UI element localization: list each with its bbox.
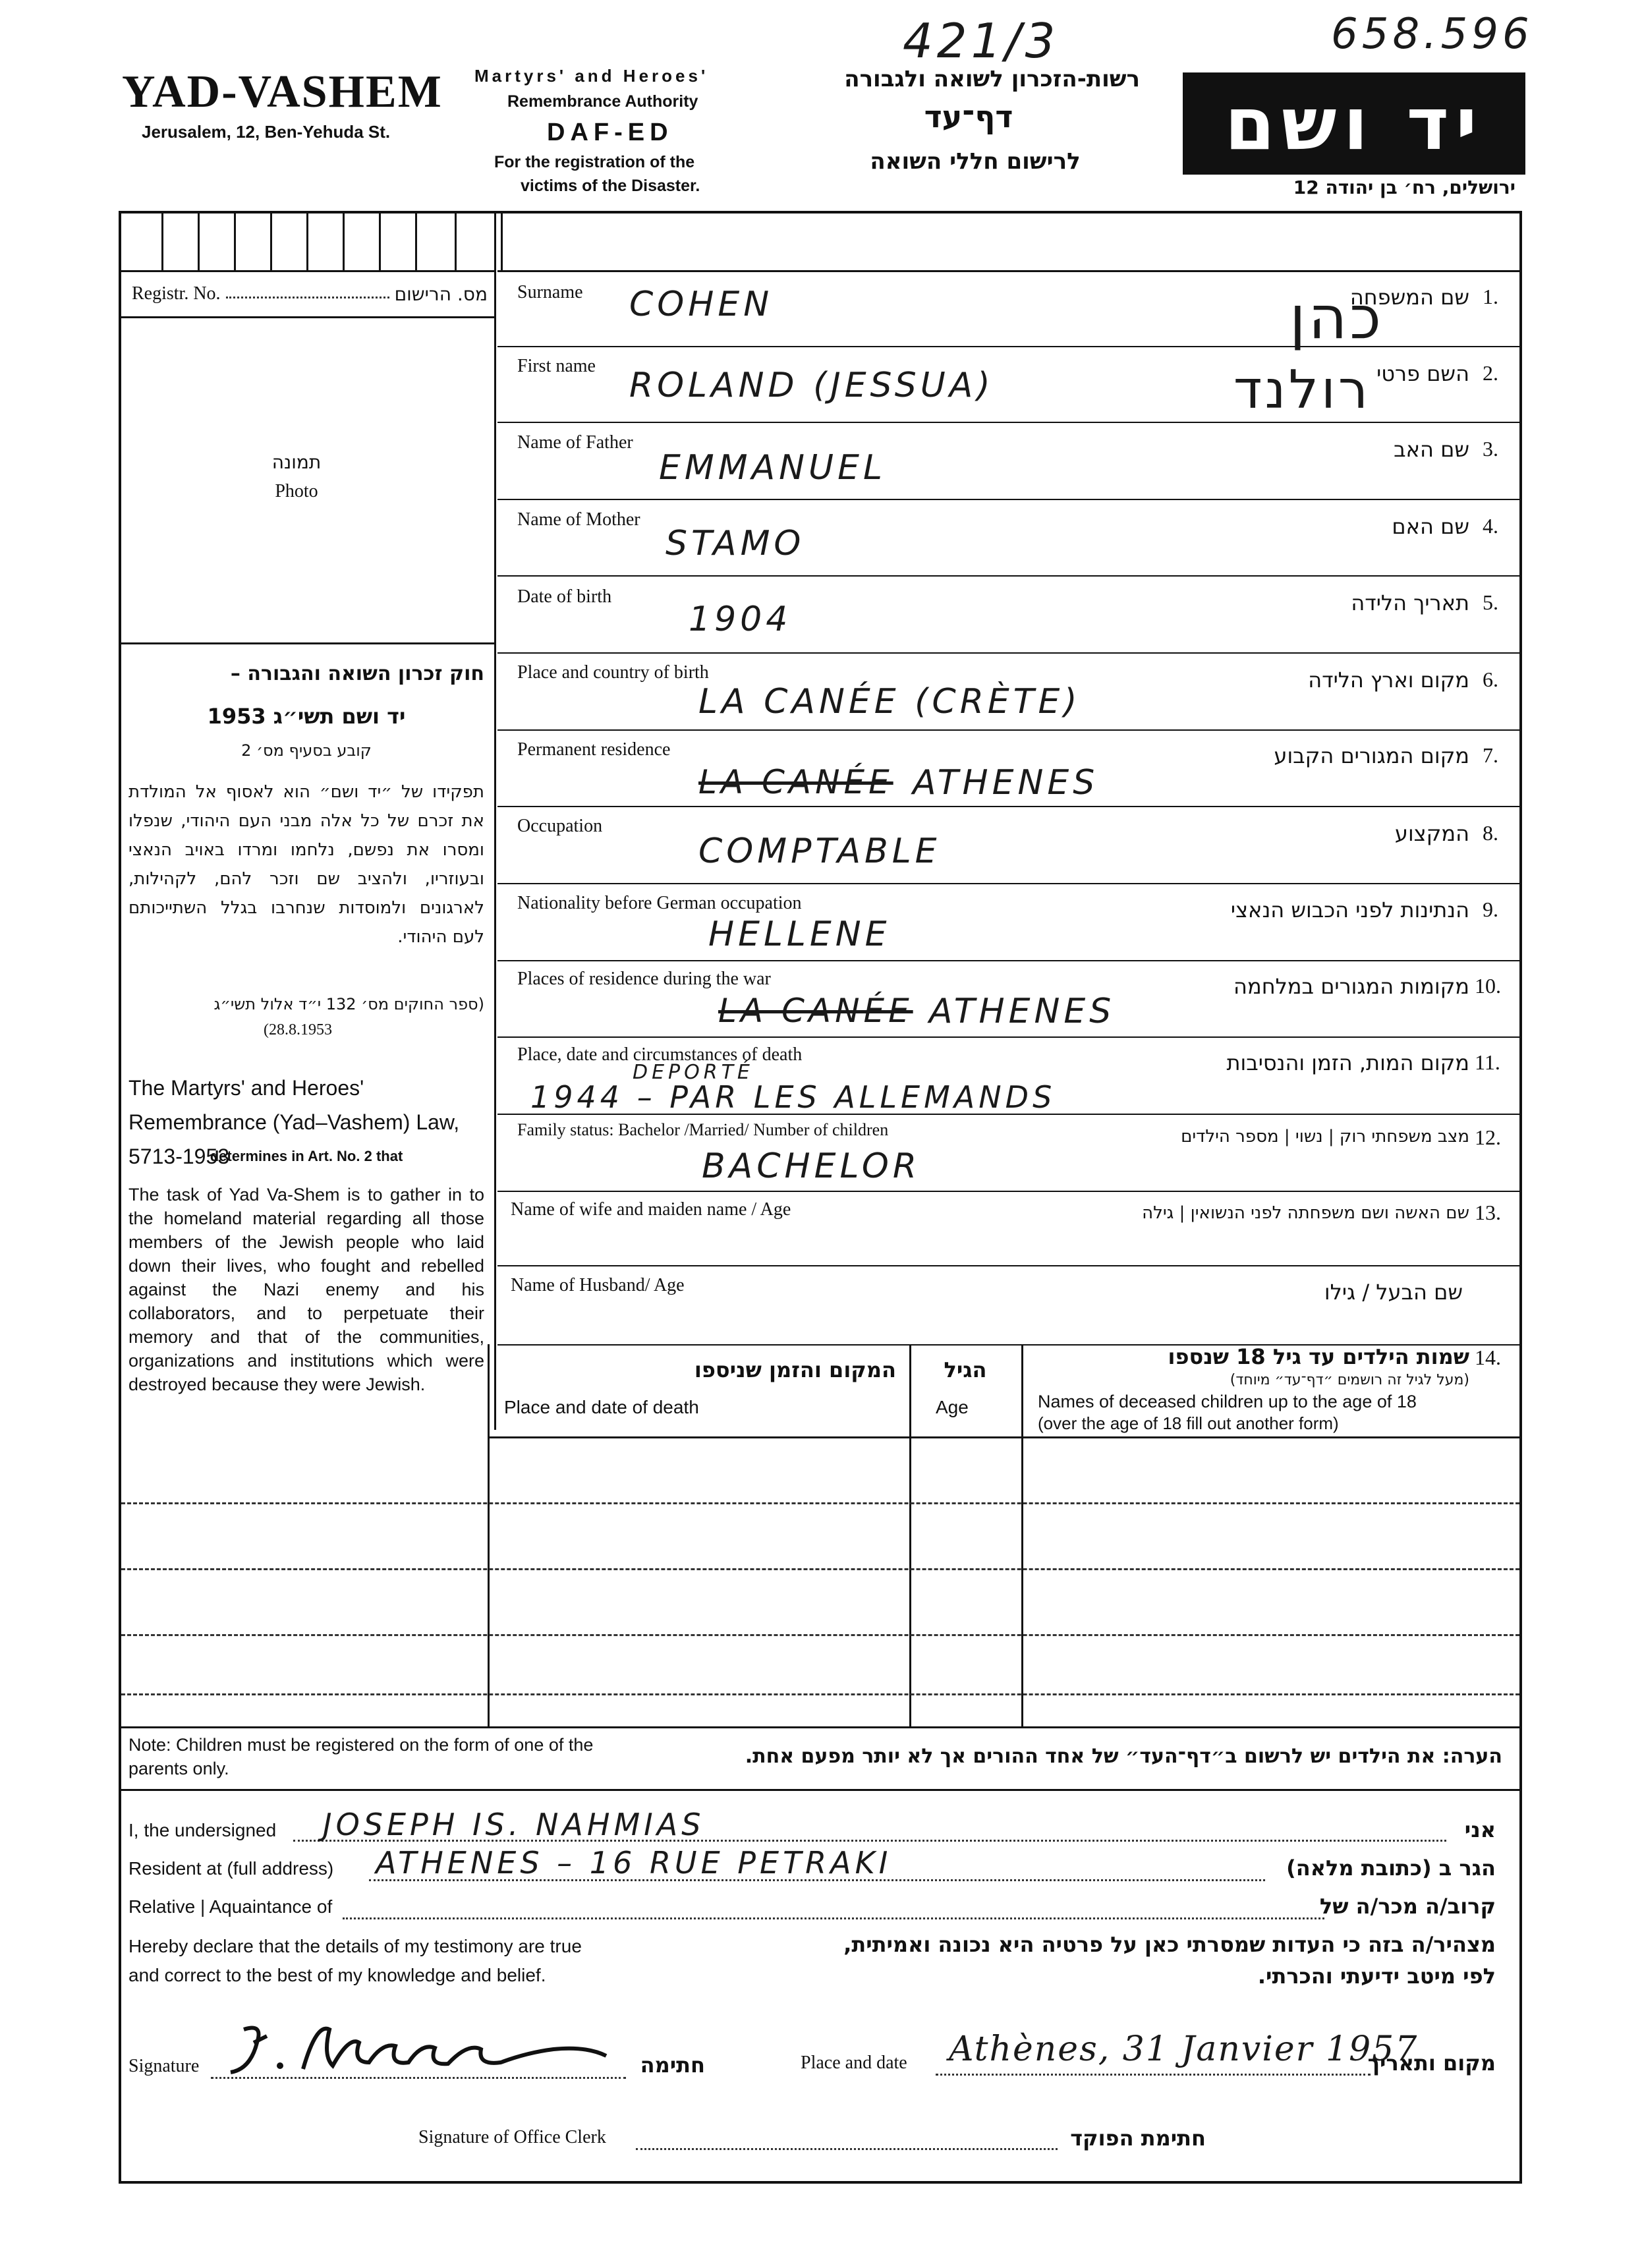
children-age-heb: הגיל: [944, 1357, 987, 1382]
law-heb-date: (28.8.1953: [264, 1021, 332, 1038]
photo-label: Photo: [275, 481, 318, 501]
children-row-divider: [121, 1502, 1519, 1504]
field-number-12: 12.: [1475, 1125, 1501, 1149]
undersigned-heb: אני: [1464, 1817, 1496, 1842]
field-number-10: 10.: [1475, 974, 1501, 998]
field-label-occupation-heb: המקצוע: [1394, 821, 1469, 846]
field-label-family-status-heb: מצב משפחתי רוק | נשוי | מספר הילדים: [1181, 1127, 1469, 1147]
signature-label: Signature: [128, 2056, 200, 2076]
field-label-wife: Name of wife and maiden name / Age: [511, 1199, 791, 1220]
children-age-en: Age: [936, 1397, 969, 1417]
address-en: Jerusalem, 12, Ben-Yehuda St.: [142, 122, 391, 142]
declare-en-2: and correct to the best of my knowledge and belief.: [128, 1965, 546, 1985]
field-label-nationality: Nationality before German occupation: [517, 893, 802, 913]
field-number-2: 2.: [1483, 361, 1498, 385]
place-date-label: Place and date: [801, 2053, 907, 2073]
field-number-7: 7.: [1483, 743, 1498, 767]
field-label-surname-heb: שם המשפחה: [1349, 285, 1469, 310]
field-number-11: 11.: [1475, 1050, 1500, 1074]
yad-vashem-logo: יד ושם: [1183, 72, 1525, 175]
heb-purpose: לרישום חללי השואה: [870, 148, 1081, 175]
signature-image: [217, 2016, 626, 2082]
field-label-father-heb: שם האב: [1394, 437, 1469, 462]
purpose-line1: For the registration of the: [494, 153, 695, 171]
field-label-occupation: Occupation: [517, 816, 603, 836]
field-value-first-name: ROLAND (JESSUA): [629, 366, 994, 405]
field-value-death: 1944 – PAR LES ALLEMANDS: [530, 1079, 1056, 1115]
field-label-first-name: First name: [517, 356, 596, 376]
signature-heb: חתימה: [640, 2053, 705, 2078]
field-value-surname-heb: כהן: [1289, 283, 1384, 353]
children-names-en-sub: (over the age of 18 fill out another form): [1038, 1413, 1339, 1433]
heb-authority: רשות-הזכרון לשואה ולגבורה: [844, 66, 1140, 92]
law-heb-article: קובע בסעיף מס׳ 2: [241, 741, 372, 760]
office-clerk-heb: חתימת הפוקד: [1070, 2126, 1206, 2151]
handwritten-file-number: 421/3: [903, 13, 1060, 69]
authority-line1: Martyrs' and Heroes': [474, 66, 709, 86]
field-number-8: 8.: [1483, 821, 1498, 845]
relative-label: Relative | Aquaintance of: [128, 1896, 333, 1917]
field-label-war-residence: Places of residence during the war: [517, 969, 771, 989]
field-label-mother: Name of Mother: [517, 509, 640, 530]
field-label-date-of-birth-heb: תאריך הלידה: [1351, 590, 1469, 615]
handwritten-archive-number: 658.596: [1331, 10, 1533, 59]
declare-heb-1: מצהיר/ה בזה כי העדות שמסרתי כאן על פרטיה היא נכונה ואמיתית,: [843, 1932, 1496, 1957]
children-names-en: Names of deceased children up to the age of 18: [1038, 1392, 1417, 1411]
photo-label-heb: תמונה: [271, 451, 322, 473]
field-label-father: Name of Father: [517, 432, 633, 453]
field-label-husband: Name of Husband/ Age: [511, 1275, 685, 1295]
children-names-heb-sub: (מעל לגיל זה רושמים ״דף־עד״ מיוחד): [1230, 1372, 1469, 1388]
field-label-mother-heb: שם האם: [1392, 514, 1469, 539]
children-row-divider: [121, 1693, 1519, 1695]
field-label-death-heb: מקום המות, הזמן והנסיבות: [1226, 1050, 1469, 1075]
field-number-13: 13.: [1475, 1201, 1501, 1224]
law-heb-title: חוק זכרון השואה והגבורה –: [230, 662, 484, 685]
field-number-4: 4.: [1483, 514, 1498, 538]
law-heb-body: תפקידו של ״יד ושם״ הוא לאסוף אל המולדת את זכרם של כל אלה מבני העם היהודי, שנפלו ומסרו את נפשם, נלחמו ומרדו באויב הנאצי ובעוזריו, ולהציב שם וזכר להם, לקהילות, לארגונים ולמוסדות שנחרבו בגלל השתייכותם לעם היהודי.: [128, 782, 484, 947]
field-value-surname: COHEN: [629, 285, 774, 324]
children-row-divider: [121, 1568, 1519, 1570]
field-value-war-residence: ATHENES: [929, 992, 1116, 1031]
office-clerk-label: Signature of Office Clerk: [418, 2127, 606, 2147]
field-label-husband-heb: שם הבעל / גילו: [1324, 1280, 1463, 1305]
children-place-en: Place and date of death: [504, 1397, 699, 1417]
law-en-determines: determines in Art. No. 2 that: [210, 1148, 403, 1164]
law-heb-year: יד ושם תשי״ג 1953: [207, 704, 406, 729]
note-en: Note: Children must be registered on the form of one of the parents only.: [128, 1735, 594, 1778]
law-heb-reference: (ספר החוקים מס׳ 132 י״ד אלול תשי״ג: [213, 995, 484, 1013]
field-number-14: 14.: [1475, 1346, 1501, 1369]
field-label-first-name-heb: השם פרטי: [1376, 361, 1469, 386]
field-value-father: EMMANUEL: [659, 448, 886, 488]
field-label-family-status: Family status: Bachelor /Married/ Number of children: [517, 1120, 889, 1139]
field-label-death: Place, date and circumstances of death: [517, 1044, 803, 1065]
authority-line2: Remembrance Authority: [507, 92, 698, 111]
yad-vashem-title: YAD-VASHEM: [122, 67, 443, 117]
field-number-5: 5.: [1483, 590, 1498, 614]
field-value-mother: STAMO: [665, 524, 805, 563]
field-number-6: 6.: [1483, 667, 1498, 691]
children-place-heb: המקום והזמן שניספו: [694, 1357, 896, 1382]
place-date-heb: מקום ותאריך: [1367, 2051, 1496, 2076]
field-label-place-of-birth: Place and country of birth: [517, 662, 709, 683]
field-label-permanent-residence: Permanent residence: [517, 739, 671, 760]
resident-value: ATHENES – 16 RUE PETRAKI: [376, 1845, 892, 1881]
law-en-title: The Martyrs' and Heroes' Remembrance (Yad–Vashem) Law, 5713-1953: [128, 1076, 460, 1168]
field-label-nationality-heb: הנתינות לפני הכבוש הנאצי: [1230, 897, 1469, 922]
undersigned-label: I, the undersigned: [128, 1820, 277, 1840]
registration-number-label: Registr. No. מס. הרישום: [132, 283, 488, 305]
heb-address: ירושלים, רח׳ בן יהודה 12: [1293, 177, 1515, 198]
declare-en-1: Hereby declare that the details of my testimony are true: [128, 1936, 582, 1956]
law-en-body: The task of Yad Va-Shem is to gather in to the homeland material regarding all those members of the Jewish people who laid down their lives, who fought and rebelled against the Nazi enemy and his collaborators, and to perpetuate their memory and that of the communities, organizations and institutions which were destroyed because they were Jewish.: [128, 1185, 484, 1394]
heb-daf-ed: דף־עד: [924, 99, 1013, 134]
field-label-permanent-residence-heb: מקום המגורים הקבוע: [1274, 743, 1469, 768]
resident-label: Resident at (full address): [128, 1858, 334, 1879]
daf-ed-title: DAF-ED: [547, 119, 673, 146]
field-label-place-of-birth-heb: מקום וארץ הלידה: [1308, 667, 1469, 693]
field-value-date-of-birth: 1904: [689, 600, 792, 639]
field-value-permanent-residence: ATHENES: [913, 763, 1099, 803]
relative-heb: קרוב/ה מכר/ה של: [1319, 1894, 1496, 1919]
children-names-heb: שמות הילדים עד גיל 18 שנספו: [1168, 1344, 1469, 1369]
children-row-divider: [121, 1634, 1519, 1636]
field-value-family-status: BACHELOR: [702, 1147, 920, 1186]
field-value-occupation: COMPTABLE: [698, 832, 941, 871]
field-number-1: 1.: [1483, 285, 1498, 308]
field-label-war-residence-heb: מקומות המגורים במלחמה: [1233, 974, 1469, 999]
field-label-surname: Surname: [517, 282, 583, 302]
field-number-3: 3.: [1483, 437, 1498, 461]
note-heb: הערה: את הילדים יש לרשום ב״דף־העד״ של אחד ההורים אך לא יותר מפעם אחת.: [745, 1745, 1502, 1768]
purpose-line2: victims of the Disaster.: [521, 177, 700, 195]
place-date-value: Athènes, 31 Janvier 1957: [949, 2029, 1419, 2069]
field-number-9: 9.: [1483, 897, 1498, 921]
field-value-nationality: HELLENE: [708, 915, 891, 954]
undersigned-value: JOSEPH IS. NAHMIAS: [323, 1807, 705, 1842]
resident-heb: הגר ב (כתובת מלאה): [1286, 1856, 1496, 1881]
field-value-death-correction: DEPORTÉ: [633, 1061, 754, 1084]
field-label-wife-heb: שם האשה ושם משפחתה לפני הנשואין | גילה: [1142, 1203, 1469, 1223]
field-value-first-name-heb: רולנד: [1233, 359, 1371, 420]
field-value-permanent-residence-struck: LA CANÉE: [698, 763, 893, 801]
field-value-war-residence-struck: LA CANÉE: [718, 992, 913, 1030]
declare-heb-2: לפי מיטב ידיעתי והכרתי.: [1257, 1964, 1496, 1989]
field-value-place-of-birth: LA CANÉE (CRÈTE): [698, 682, 1081, 722]
field-label-date-of-birth: Date of birth: [517, 586, 612, 607]
